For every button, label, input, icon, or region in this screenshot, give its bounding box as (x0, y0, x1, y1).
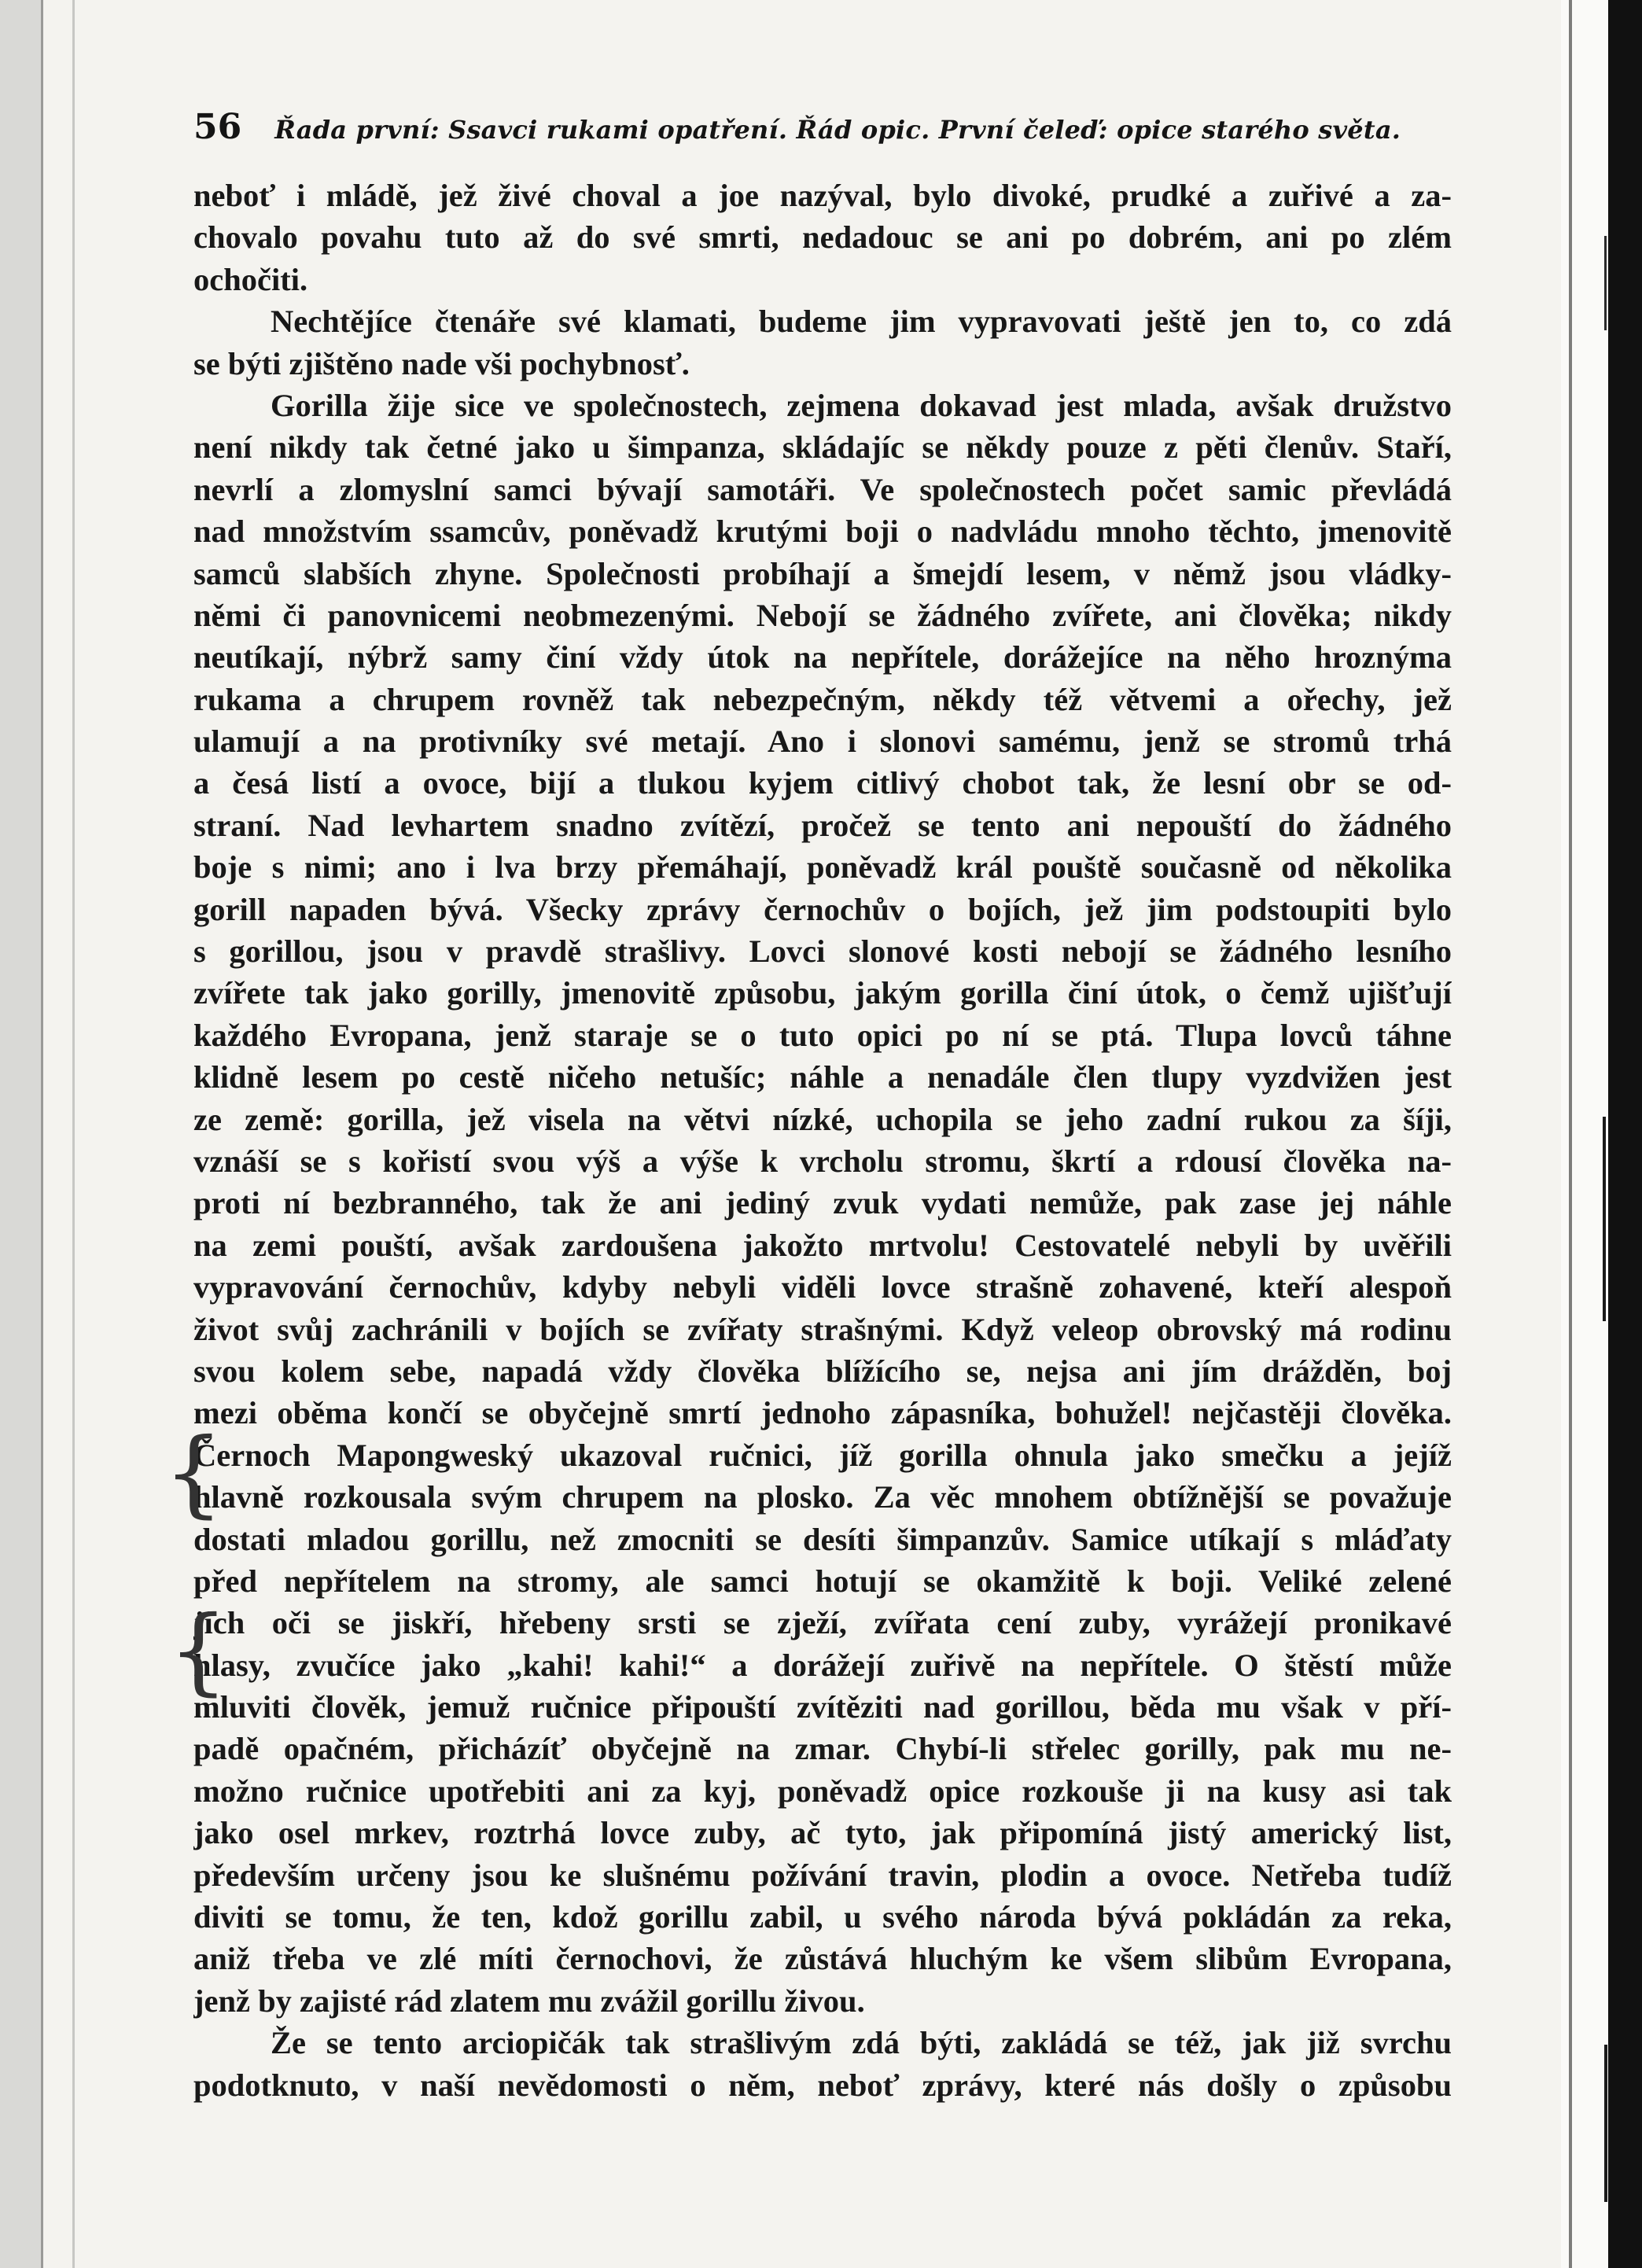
text-line: a česá listí a ovoce, bijí a tlukou kyjem citlivý chobot tak, že lesní obr se od- (193, 765, 1452, 801)
right-margin-mark (1603, 1117, 1606, 1321)
text-line: Nechtějíce čtenáře své klamati, budeme jim vypravovati ještě jen to, co zdá (271, 304, 1452, 340)
text-line: se býti zjištěno nade vši pochybnosť. (193, 345, 690, 381)
text-line: němi či panovnicemi neobmezenými. Nebojí se žádného zvířete, ani člověka; nikdy (193, 597, 1452, 633)
text-line: neboť i mládě, jež živé choval a joe nazýval, bylo divoké, prudké a zuřivé a za- (193, 178, 1452, 213)
page-number: 56 (193, 107, 242, 147)
text-line: hlasy, zvučíce jako „kahi! kahi!“ a dorážejí zuřivě na nepřítele. O štěstí může (193, 1647, 1452, 1683)
text-line: boje s nimi; ano i lva brzy přemáhají, poněvadž král pouště současně od několika (193, 849, 1452, 885)
left-edge-line (72, 0, 75, 2268)
body-text (193, 175, 1452, 2106)
text-line: není nikdy tak četné jako u šimpanza, skládajíc se někdy pouze z pěti členův. Staří, (193, 429, 1452, 466)
text-line: chovalo povahu tuto až do své smrti, nedadouc se ani po dobrém, ani po zlém (193, 219, 1452, 256)
text-line: samců slabších zhyne. Společnosti probíhají a šmejdí lesem, v němž jsou vládky- (193, 555, 1452, 591)
text-line: svou kolem sebe, napadá vždy člověka blížícího se, nejsa ani jím drážděn, boj (193, 1353, 1452, 1389)
text-line: hlavně rozkousala svým chrupem na plosko. Za věc mnohem obtížnější se považuje (193, 1479, 1452, 1515)
text-line: jich oči se jiskří, hřebeny srsti se zježí, zvířata cení zuby, vyrážejí pronikavé (193, 1605, 1452, 1641)
text-line: Že se tento arciopičák tak strašlivým zdá býti, zakládá se též, jak již svrchu (271, 2025, 1452, 2061)
right-edge-rule (1569, 0, 1572, 2268)
text-line: jako osel mrkev, roztrhá lovce zuby, ač tyto, jak připomíná jistý americký list, (193, 1815, 1452, 1851)
text-line: ze země: gorilla, jež visela na větvi nízké, uchopila se jeho zadní rukou za šíji, (193, 1101, 1452, 1137)
text-line: podotknuto, v naší nevědomosti o něm, neboť zprávy, které nás došly o způsobu (193, 2067, 1452, 2103)
text-line: mezi oběma končí se obyčejně smrtí jednoho zápasníka, bohužel! nejčastěji člověka. (193, 1395, 1452, 1431)
text-line: nevrlí a zlomyslní samci bývají samotáři. Ve společnostech počet samic převládá (193, 471, 1452, 507)
right-dark-border (1608, 0, 1642, 2268)
text-line: Gorilla žije sice ve společnostech, zejmena dokavad jest mlada, avšak družstvo (271, 387, 1452, 423)
text-line: vypravování černochův, kdyby nebyli viděli lovce strašně zohavené, kteří alespoň (193, 1269, 1452, 1305)
text-line: život svůj zachránili v bojích se zvířaty strašnými. Když veleop obrovský má rodinu (193, 1311, 1452, 1347)
text-line: straní. Nad levhartem snadno zvítězí, pročež se tento ani nepouští do žádného (193, 807, 1452, 843)
text-line: před nepřítelem na stromy, ale samci hotují se okamžitě k boji. Veliké zelené (193, 1563, 1452, 1599)
text-line: aniž třeba ve zlé míti černochovi, že zůstává hluchým ke všem slibům Evropana, (193, 1941, 1452, 1977)
text-line: gorill napaden bývá. Všecky zprávy černochův o bojích, jež jim podstoupiti bylo (193, 891, 1452, 927)
text-line: klidně lesem po cestě ničeho netušíc; náhle a nenadále člen tlupy vyzdvižen jest (193, 1059, 1452, 1095)
text-line: diviti se tomu, že ten, kdož gorillu zabil, u svého národa bývá pokládán za reka, (193, 1899, 1452, 1935)
text-line: vznáší se s kořistí svou výš a výše k vrcholu stromu, škrtí a rdousí člověka na- (193, 1143, 1452, 1179)
right-margin-mark (1604, 2045, 1607, 2202)
text-line: zvířete tak jako gorilly, jmenovitě způsobu, jakým gorilla činí útok, o čemž ujišťují (193, 975, 1452, 1011)
text-line: především určeny jsou ke slušnému požívání travin, plodin a ovoce. Netřeba tudíž (193, 1857, 1452, 1893)
pencil-bracket-mark: { (164, 1419, 224, 1528)
running-head: Řada první: Ssavci rukami opatření. Řád opic. První čeleď: opice starého světa. (274, 115, 1401, 145)
text-line: jenž by zajisté rád zlatem mu zvážil gorillu živou. (193, 1983, 865, 2019)
text-line: dostati mladou gorillu, než zmocniti se desíti šimpanzův. Samice utíkají s mláďaty (193, 1521, 1452, 1557)
text-line: možno ručnice upotřebiti ani za kyj, poněvadž opice rozkouše ji na kusy asi tak (193, 1773, 1452, 1809)
text-line: neutíkají, nýbrž samy činí vždy útok na nepřítele, dorážejíce na něho hroznýma (193, 639, 1452, 676)
text-line: s gorillou, jsou v pravdě strašlivy. Lovci slonové kosti nebojí se žádného lesního (193, 933, 1452, 970)
text-line: mluviti člověk, jemuž ručnice připouští zvítěziti nad gorillou, běda mu však v pří- (193, 1689, 1452, 1725)
left-page-edge (0, 0, 43, 2268)
text-line: každého Evropana, jenž staraje se o tuto opici po ní se ptá. Tlupa lovců táhne (193, 1017, 1452, 1053)
text-line: rukama a chrupem rovněž tak nebezpečným, někdy též větvemi a ořechy, jež (193, 681, 1452, 717)
text-line: nad množstvím ssamcův, poněvadž krutými boji o nadvládu mnoho těchto, jmenovitě (193, 514, 1452, 550)
text-line: ulamují a na protivníky své metají. Ano i slonovi samému, jenž se stromů trhá (193, 723, 1452, 760)
page-header (193, 107, 1401, 154)
right-margin-mark (1604, 236, 1607, 330)
text-line: Černoch Mapongweský ukazoval ručnici, jíž gorilla ohnula jako smečku a jejíž (193, 1437, 1452, 1473)
text-line: padě opačném, přicházíť obyčejně na zmar. Chybí-li střelec gorilly, pak mu ne- (193, 1731, 1452, 1767)
pencil-bracket-mark: { (168, 1596, 229, 1706)
text-line: proti ní bezbranného, tak že ani jediný zvuk vydati nemůže, pak zase jej náhle (193, 1185, 1452, 1221)
text-line: na zemi pouští, avšak zardoušena jakožto mrtvolu! Cestovatelé nebyli by uvěřili (193, 1227, 1452, 1263)
text-line: ochočiti. (193, 261, 308, 297)
